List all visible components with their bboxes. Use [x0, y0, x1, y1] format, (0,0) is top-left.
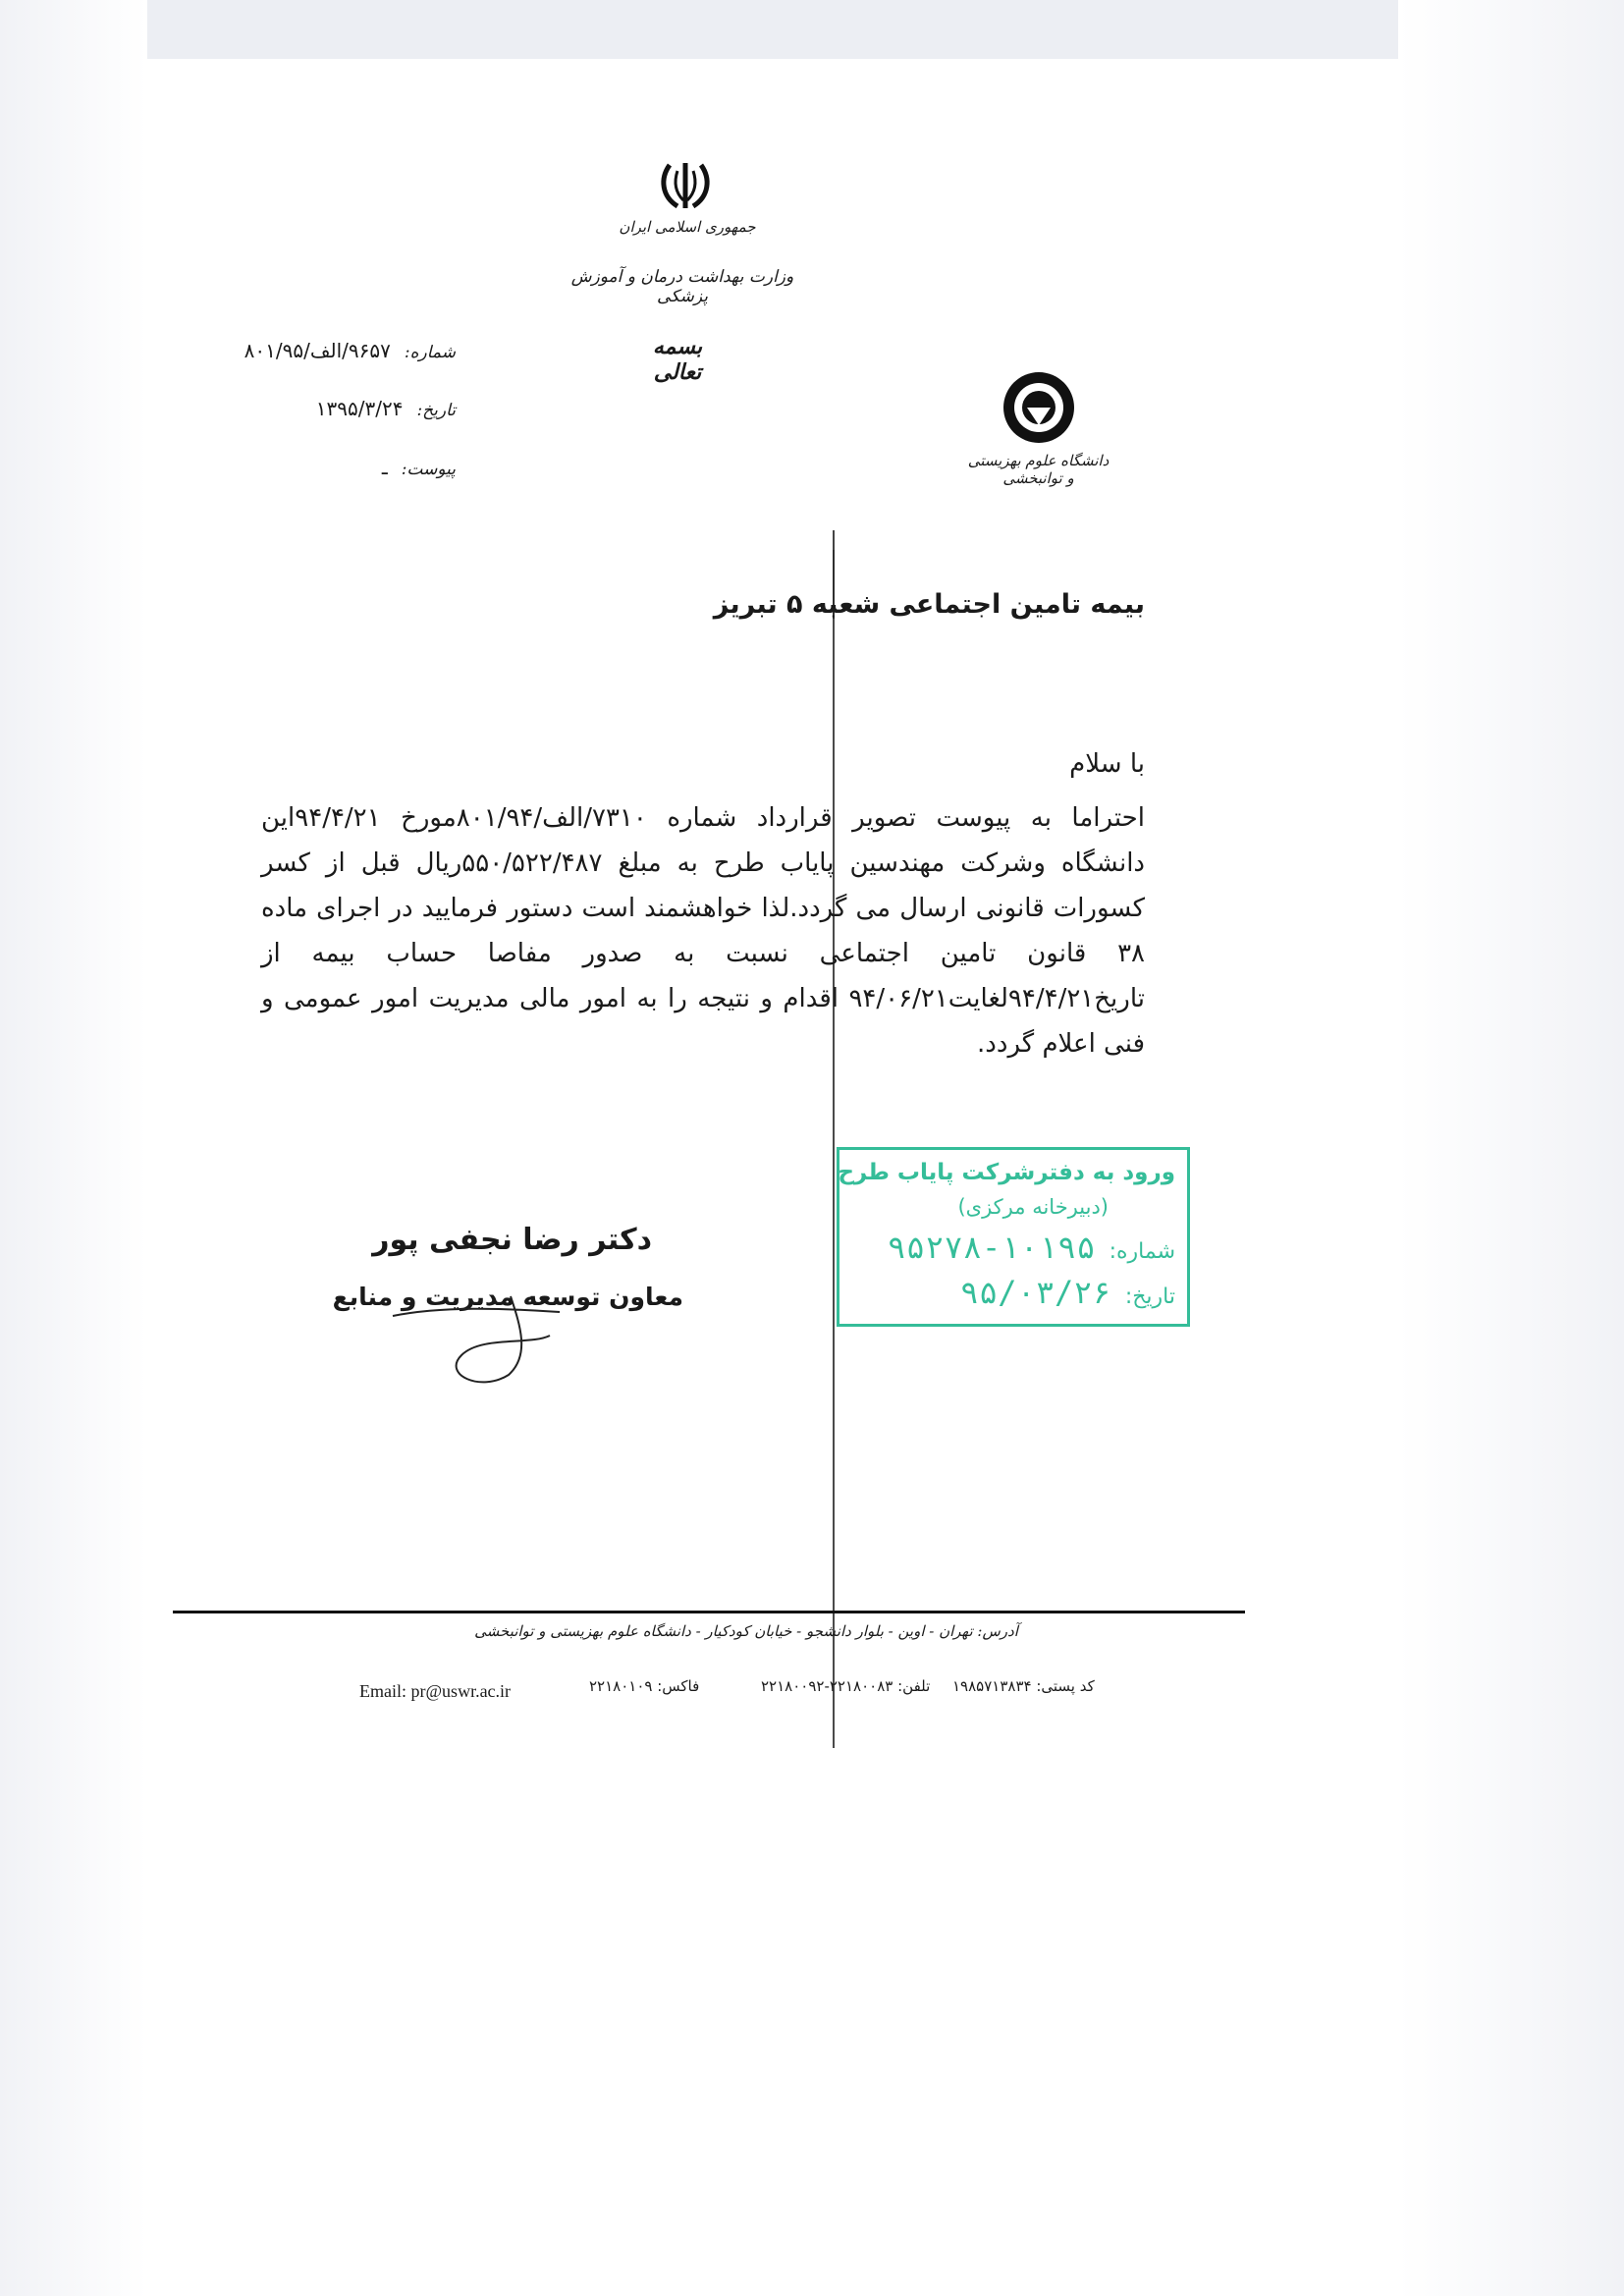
letter-number-label: شماره:	[404, 343, 456, 362]
bismillah: بسمه تعالی	[652, 334, 703, 385]
university-name: دانشگاه علوم بهزیستی و توانبخشی	[967, 452, 1110, 487]
scan-shade-left	[0, 0, 147, 2296]
scan-fold-line	[833, 550, 835, 1748]
letter-date-label: تاریخ:	[416, 401, 456, 420]
letter-body: احتراما به پیوست تصویر قرارداد شماره ۷۳۱۰/الف/۸۰۱/۹۴مورخ ۹۴/۴/۲۱این دانشگاه وشرکت مهندسین پایاب طرح به مبلغ ۵۵۰/۵۲۲/۴۸۷ریال قبل از کسر کسورات قانونی ارسال می گردد.لذا خواهشمند است دستور فرمایید در اجرای ماده ۳۸ قانون تامین اجتماعی نسبت به صدور مفاصا حساب بیمه از تاریخ۹۴/۴/۲۱لغایت۹۴/۰۶/۲۱ اقدام و نتیجه را به امور مالی مدیریت امور عمومی و فنی اعلام گردد.	[261, 803, 1146, 1059]
footer-rule	[173, 1611, 1245, 1613]
entry-stamp	[837, 1147, 1190, 1327]
footer-fax: فاکس: ۲۲۱۸۰۱۰۹	[589, 1677, 700, 1695]
letter-number	[244, 339, 456, 362]
stamp-number-value: ۱۰۱۹۵-۹۵۲۷۸	[887, 1229, 1096, 1266]
country-name: جمهوری اسلامی ایران	[619, 218, 756, 236]
letter-date	[316, 397, 456, 420]
university-logo-icon	[1000, 368, 1078, 447]
stamp-date	[960, 1274, 1175, 1311]
stamp-date-label: تاریخ:	[1124, 1285, 1175, 1309]
stamp-title: ورود به دفترشرکت پایاب طرح	[838, 1160, 1175, 1185]
footer-postal-code: کد پستی: ۱۹۸۵۷۱۳۸۳۴	[952, 1677, 1095, 1695]
scan-shade-right	[1398, 0, 1624, 2296]
stamp-date-value: ۹۵/۰۳/۲۶	[959, 1274, 1111, 1311]
letter-attachment	[382, 456, 456, 479]
footer-phone: تلفن: ۲۲۱۸۰۰۸۳-۲۲۱۸۰۰۹۲	[761, 1677, 931, 1695]
greeting: با سلام	[1069, 749, 1145, 779]
footer-address: آدرس: تهران - اوین - بلوار دانشجو - خیابان کودکیار - دانشگاه علوم بهزیستی و توانبخشی	[474, 1622, 1018, 1640]
letter-number-value: ۹۶۵۷/الف/۸۰۱/۹۵	[244, 339, 391, 362]
iran-emblem-icon	[656, 157, 715, 216]
letter-attachment-label: پیوست:	[401, 460, 456, 479]
ministry-name: وزارت بهداشت درمان و آموزش پزشکی	[570, 267, 794, 306]
signatory-title: معاون توسعه مدیریت و منابع	[332, 1283, 683, 1311]
stamp-subtitle: (دبیرخانه مرکزی)	[957, 1195, 1109, 1219]
scan-shade-top	[0, 0, 1624, 59]
footer-email: Email: pr@uswr.ac.ir	[359, 1681, 512, 1701]
stamp-number	[888, 1229, 1175, 1266]
signatory-name: دکتر رضا نجفی پور	[372, 1223, 652, 1257]
letter-date-value: ۱۳۹۵/۳/۲۴	[315, 397, 404, 420]
handwritten-signature-icon	[383, 1277, 619, 1394]
recipient: بیمه تامین اجتماعی شعبه ۵ تبریز	[713, 589, 1145, 620]
stamp-number-label: شماره:	[1109, 1239, 1175, 1264]
letter-attachment-value: ـ	[381, 456, 388, 479]
